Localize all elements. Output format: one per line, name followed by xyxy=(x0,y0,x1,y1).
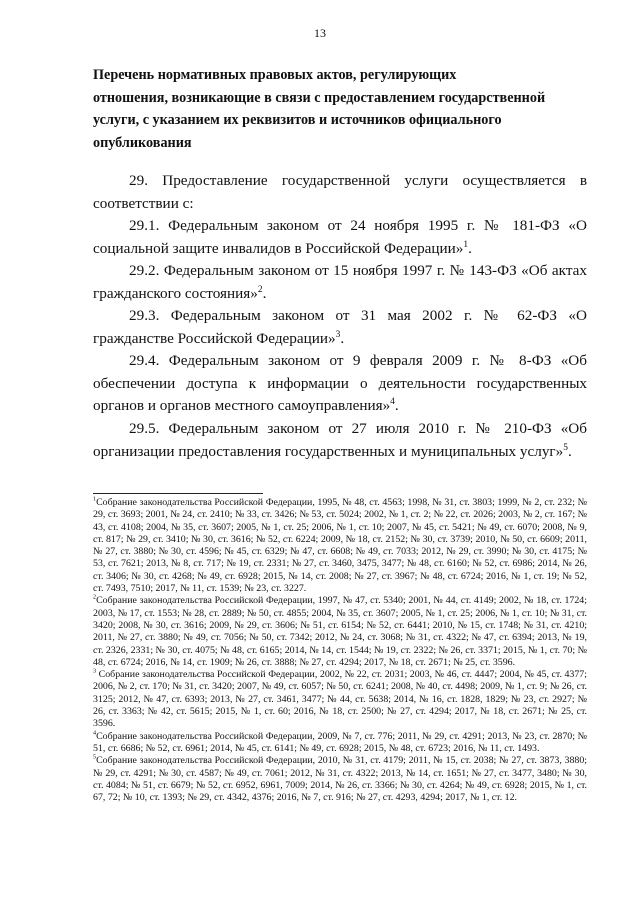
footnote-ref: 4 xyxy=(390,396,395,407)
footnote-1 xyxy=(93,497,587,595)
item-tail: . xyxy=(262,284,267,302)
footnote-3 xyxy=(93,669,587,730)
title-line: Перечень нормативных правовых актов, регулирующих xyxy=(93,67,457,83)
footnote-ref: 1 xyxy=(463,239,469,250)
footnote-text: Собрание законодательства Российской Федерации, 2009, № 7, ст. 776; 2011, № 29, ст. 4291; 2013, № 23, ст. 2870; № 51, ст. 6686; № 52, ст. 6961; 2014, № 45, ст. 6141; № 49, ст. 6928; 2015, № 48, ст. 6723; 2016, № 11, ст. 1493. xyxy=(93,730,587,754)
footnote-marker: 4 xyxy=(93,730,97,737)
title-line: услуги, с указанием их реквизитов и источников официального xyxy=(93,112,502,128)
list-item-29-1 xyxy=(93,215,587,260)
item-text: 29.3. Федеральным законом от 31 мая 2002 г. № 62-ФЗ «О гражданстве Российской Федерации» xyxy=(93,307,587,347)
footnote-marker: 2 xyxy=(93,595,97,602)
footnote-marker: 1 xyxy=(93,496,97,503)
item-tail: . xyxy=(340,329,345,347)
item-tail: . xyxy=(567,442,572,460)
footnote-2 xyxy=(93,595,587,669)
footnote-marker: 5 xyxy=(93,754,97,761)
list-item-29-2 xyxy=(93,260,587,305)
item-text: 29.2. Федеральным законом от 15 ноября 1997 г. № 143-ФЗ «Об актах гражданского состояния» xyxy=(93,262,587,302)
footnote-text: Собрание законодательства Российской Федерации, 1997, № 47, ст. 5340; 2001, № 44, ст. 4149; 2002, № 18, ст. 1724; 2003, № 17, ст. 1553; № 28, ст. 2889; № 50, ст. 4855; 2004, № 35, ст. 3607; 2005, № 1, ст. 25; 2006, № 1, ст. 10; № 31, ст. 3420; 2008, № 30, ст. 3616; 2009, № 29, ст. 3606; № 51, ст. 6154; № 52, ст. 6441; 2010, № 15, ст. 1748; № 31, ст. 4210; 2011, № 27, ст. 3880; № 49, ст. 7056; № 50, ст. 7342; 2012, № 24, ст. 3068; № 31, ст. 4322; № 47, ст. 6394; 2013, № 19, ст. 2326, 2331; № 30, ст. 4075; № 48, ст. 6165; 2014, № 14, ст. 1544; № 19, ст. 2322; № 26, ст. 3371; 2015, № 1, ст. 70; № 48, ст. 6724; 2016, № 14, ст. 1909; № 26, ст. 3888; № 27, ст. 4294; 2017, № 18, ст. 2671; № 25, ст. 3596. xyxy=(93,595,587,668)
footnote-ref: 5 xyxy=(563,442,568,453)
page-number: 13 xyxy=(314,26,326,40)
list-item-29-5 xyxy=(93,418,587,463)
item-text: 29.4. Федеральным законом от 9 февраля 2009 г. № 8-ФЗ «Об обеспечении доступа к информации о деятельности государственных органов и органов местного самоуправления» xyxy=(93,352,587,414)
footnote-text: Собрание законодательства Российской Федерации, 2002, № 22, ст. 2031; 2003, № 46, ст. 4447; 2004, № 45, ст. 4377; 2006, № 2, ст. 170; № 31, ст. 3420; 2007, № 49, ст. 6057; № 50, ст. 6241; 2008, № 40, ст. 4498; 2009, № 1, ст. 9; № 26, ст. 3125; 2012, № 47, ст. 6393; 2013, № 27, ст. 3461, 3477; № 44, ст. 5638; 2014, № 16, ст. 1828, 1829; № 23, ст. 2927; № 26, ст. 3363; № 42, ст. 5615; 2015, № 1, ст. 60; 2016, № 18, ст. 2500; № 27, ст. 4294; 2017, № 18, ст. 2671; № 25, ст. 3596. xyxy=(93,669,587,730)
title-line: отношения, возникающие в связи с предоставлением государственной xyxy=(93,89,546,106)
list-item-29-4 xyxy=(93,350,587,418)
item-text: 29.5. Федеральным законом от 27 июля 2010 г. № 210-ФЗ «Об организации предоставления государственных и муниципальных услуг» xyxy=(93,420,587,460)
footnote-divider xyxy=(93,493,263,494)
item-text: 29.1. Федеральным законом от 24 ноября 1995 г. № 181-ФЗ «О социальной защите инвалидов в Российской Федерации» xyxy=(93,217,587,257)
intro-paragraph: 29. Предоставление государственной услуги осуществляется в соответствии с: xyxy=(93,172,587,212)
footnote-4 xyxy=(93,731,587,756)
footnotes xyxy=(93,497,587,804)
footnote-ref: 3 xyxy=(335,329,341,340)
title-line: опубликования xyxy=(93,134,192,151)
section-title xyxy=(93,64,587,154)
footnote-5 xyxy=(93,755,587,804)
footnote-text: Собрание законодательства Российской Федерации, 2010, № 31, ст. 4179; 2011, № 15, ст. 2038; № 27, ст. 3873, 3880; № 29, ст. 4291; № 30, ст. 4587; № 49, ст. 7061; 2012, № 31, ст. 4322; 2013, № 14, ст. 1651; № 27, ст. 3477, 3480; № 30, ст. 4084; № 51, ст. 6679; № 52, ст. 6952, 6961, 7009; 2014, № 26, ст. 3366; № 30, ст. 4264; № 49, ст. 6928; 2015, № 1, ст. 67, 72; № 10, ст. 1393; № 29, ст. 4342, 4376; 2016, № 7, ст. 916; № 27, ст. 4293, 4294; 2017, № 1, ст. 12. xyxy=(93,755,587,804)
item-tail: . xyxy=(394,397,399,414)
footnote-ref: 2 xyxy=(257,284,263,295)
list-item-29-3 xyxy=(93,305,587,350)
footnote-text: Собрание законодательства Российской Федерации, 1995, № 48, ст. 4563; 1998, № 31, ст. 3803; 1999, № 2, ст. 232; № 29, ст. 3693; 2001, № 24, ст. 2410; № 33, ст. 3426; № 53, ст. 5024; 2002, № 1, ст. 2; № 22, ст. 2026; 2003, № 2, ст. 167; № 43, ст. 4108; 2004, № 35, ст. 3607; 2005, № 1, ст. 25; 2006, № 1, ст. 10; 2007, № 45, ст. 5421; № 49, ст. 6070; 2008, № 9, ст. 817; № 29, ст. 3410; № 30, ст. 3616; № 52, ст. 6224; 2009, № 18, ст. 2152; № 30, ст. 3739; 2010, № 50, ст. 6609; 2011, № 27, ст. 3880; № 30, ст. 4596; № 45, ст. 6329; № 47, ст. 6608; № 49, ст. 7033; 2012, № 29, ст. 3990; № 30, ст. 4175; № 53, ст. 7621; 2013, № 8, ст. 717; № 19, ст. 2331; № 27, ст. 3460, 3475, 3477; № 48, ст. 6160; № 52, ст. 6986; 2014, № 26, ст. 3406; № 30, ст. 4268; № 49, ст. 6928; 2015, № 14, ст. 2008; № 27, ст. 3967; № 48, ст. 6724; 2016, № 1, ст. 19; № 52, ст. 7493, 7510; 2017, № 11, ст. 1539; № 23, ст. 3227. xyxy=(93,497,587,595)
item-tail: . xyxy=(468,239,472,257)
footnote-marker: 3 xyxy=(93,668,97,675)
